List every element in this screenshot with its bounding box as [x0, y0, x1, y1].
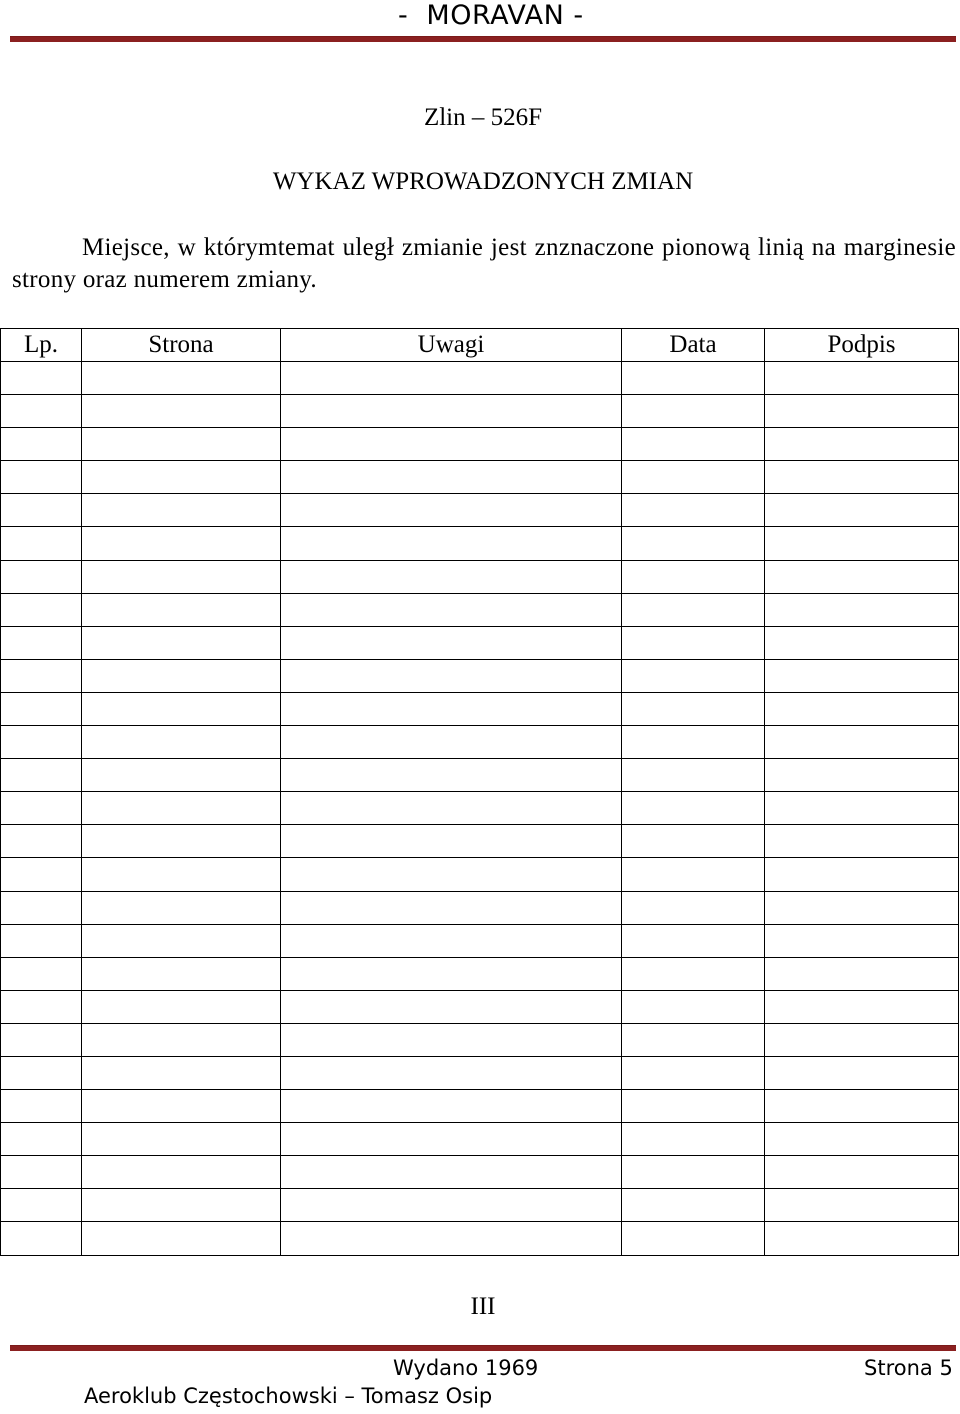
- table-cell: [82, 858, 281, 891]
- table-cell: [765, 461, 959, 494]
- table-cell: [765, 792, 959, 825]
- table-cell: [1, 593, 82, 626]
- table-cell: [765, 726, 959, 759]
- table-cell: [1, 792, 82, 825]
- table-cell: [281, 1023, 622, 1056]
- table-cell: [622, 1090, 765, 1123]
- table-cell: [82, 1023, 281, 1056]
- table-cell: [1, 726, 82, 759]
- footer-issued: Wydano 1969: [393, 1356, 539, 1380]
- table-cell: [765, 1156, 959, 1189]
- table-row: [1, 626, 959, 659]
- table-cell: [82, 362, 281, 395]
- table-cell: [622, 957, 765, 990]
- table-row: [1, 1090, 959, 1123]
- table-cell: [281, 626, 622, 659]
- table-row: [1, 692, 959, 725]
- table-cell: [82, 1156, 281, 1189]
- table-cell: [622, 560, 765, 593]
- header-rule: [10, 36, 956, 42]
- table-cell: [765, 759, 959, 792]
- table-cell: [1, 362, 82, 395]
- table-cell: [281, 395, 622, 428]
- table-cell: [765, 428, 959, 461]
- column-header-podpis: Podpis: [765, 329, 959, 362]
- table-body: [1, 362, 959, 1256]
- table-cell: [1, 659, 82, 692]
- table-cell: [281, 428, 622, 461]
- table-cell: [82, 527, 281, 560]
- table-cell: [1, 395, 82, 428]
- table-cell: [82, 593, 281, 626]
- table-cell: [281, 792, 622, 825]
- table-cell: [281, 858, 622, 891]
- table-cell: [281, 957, 622, 990]
- table-cell: [622, 990, 765, 1023]
- table-cell: [281, 825, 622, 858]
- table-cell: [765, 560, 959, 593]
- table-cell: [1, 825, 82, 858]
- table-cell: [82, 1222, 281, 1255]
- aircraft-title: Zlin – 526F: [423, 104, 543, 131]
- table-cell: [281, 891, 622, 924]
- table-cell: [1, 990, 82, 1023]
- table-cell: [82, 494, 281, 527]
- table-cell: [82, 1123, 281, 1156]
- table-cell: [765, 494, 959, 527]
- table-cell: [622, 792, 765, 825]
- table-cell: [82, 395, 281, 428]
- header-title: - MORAVAN -: [398, 0, 584, 31]
- table-row: [1, 1189, 959, 1222]
- table-header-row: [1, 329, 959, 362]
- table-row: [1, 924, 959, 957]
- table-row: [1, 759, 959, 792]
- table-cell: [765, 395, 959, 428]
- table-row: [1, 1156, 959, 1189]
- table-cell: [1, 1056, 82, 1089]
- description-paragraph: Miejsce, w którymtemat uległ zmianie jest znznaczone pionową linią na marginesie strony oraz numerem zmiany.: [12, 234, 956, 293]
- table-cell: [1, 924, 82, 957]
- table-cell: [622, 395, 765, 428]
- table-cell: [765, 527, 959, 560]
- table-cell: [765, 957, 959, 990]
- table-row: [1, 1123, 959, 1156]
- table-cell: [281, 1189, 622, 1222]
- table-cell: [622, 659, 765, 692]
- table-cell: [622, 858, 765, 891]
- table-cell: [622, 1023, 765, 1056]
- table-cell: [281, 990, 622, 1023]
- table-cell: [1, 494, 82, 527]
- table-cell: [281, 692, 622, 725]
- table-row: [1, 792, 959, 825]
- table-cell: [622, 1222, 765, 1255]
- table-cell: [622, 593, 765, 626]
- footer-author: Aeroklub Częstochowski – Tomasz Osip: [84, 1384, 493, 1408]
- table-cell: [1, 858, 82, 891]
- table-cell: [82, 692, 281, 725]
- table-cell: [82, 759, 281, 792]
- table-cell: [622, 1189, 765, 1222]
- table-row: [1, 990, 959, 1023]
- table-cell: [281, 1056, 622, 1089]
- table-row: [1, 428, 959, 461]
- table-row: [1, 461, 959, 494]
- table-cell: [1, 1023, 82, 1056]
- document-heading: WYKAZ WPROWADZONYCH ZMIAN: [272, 168, 694, 195]
- table-cell: [1, 1189, 82, 1222]
- table-cell: [281, 593, 622, 626]
- table-cell: [82, 726, 281, 759]
- table-cell: [622, 461, 765, 494]
- table-cell: [1, 626, 82, 659]
- table-cell: [765, 1123, 959, 1156]
- table-row: [1, 726, 959, 759]
- table-row: [1, 1056, 959, 1089]
- table-cell: [765, 825, 959, 858]
- table-cell: [82, 990, 281, 1023]
- table-cell: [281, 527, 622, 560]
- table-cell: [765, 1090, 959, 1123]
- table-cell: [281, 726, 622, 759]
- table-cell: [622, 626, 765, 659]
- table-cell: [281, 1123, 622, 1156]
- table-cell: [765, 626, 959, 659]
- table-cell: [622, 825, 765, 858]
- changes-table: [0, 328, 959, 1256]
- table-row: [1, 395, 959, 428]
- table-cell: [622, 1123, 765, 1156]
- table-cell: [765, 1056, 959, 1089]
- table-row: [1, 494, 959, 527]
- table-cell: [622, 1056, 765, 1089]
- table-cell: [622, 527, 765, 560]
- footer-page: Strona 5: [864, 1356, 953, 1380]
- table-cell: [622, 1156, 765, 1189]
- table-cell: [765, 891, 959, 924]
- column-header-lp: Lp.: [1, 329, 82, 362]
- table-cell: [765, 1189, 959, 1222]
- table-cell: [1, 428, 82, 461]
- table-row: [1, 858, 959, 891]
- table-row: [1, 659, 959, 692]
- table-cell: [622, 726, 765, 759]
- table-cell: [82, 626, 281, 659]
- table-cell: [281, 1222, 622, 1255]
- table-cell: [622, 891, 765, 924]
- table-cell: [1, 1123, 82, 1156]
- table-row: [1, 1023, 959, 1056]
- page-number-roman: III: [470, 1293, 496, 1320]
- table-row: [1, 527, 959, 560]
- table-cell: [82, 428, 281, 461]
- table-cell: [765, 924, 959, 957]
- table-cell: [82, 1056, 281, 1089]
- table-cell: [622, 692, 765, 725]
- table-cell: [82, 891, 281, 924]
- table-cell: [82, 560, 281, 593]
- table-row: [1, 560, 959, 593]
- table-cell: [281, 362, 622, 395]
- table-cell: [82, 461, 281, 494]
- table-cell: [82, 957, 281, 990]
- column-header-uwagi: Uwagi: [281, 329, 622, 362]
- table-cell: [622, 924, 765, 957]
- table-cell: [1, 957, 82, 990]
- table-row: [1, 957, 959, 990]
- table-cell: [1, 1222, 82, 1255]
- table-row: [1, 891, 959, 924]
- table-cell: [1, 527, 82, 560]
- table-cell: [281, 1090, 622, 1123]
- table-cell: [1, 1156, 82, 1189]
- table-cell: [765, 990, 959, 1023]
- table-cell: [281, 659, 622, 692]
- table-cell: [82, 659, 281, 692]
- table-cell: [1, 560, 82, 593]
- table-cell: [765, 1222, 959, 1255]
- table-cell: [765, 1023, 959, 1056]
- table-row: [1, 1222, 959, 1255]
- table-cell: [281, 494, 622, 527]
- table-cell: [281, 461, 622, 494]
- table-row: [1, 362, 959, 395]
- table-cell: [1, 692, 82, 725]
- table-cell: [622, 759, 765, 792]
- table-cell: [281, 759, 622, 792]
- table-cell: [82, 825, 281, 858]
- table-cell: [82, 1189, 281, 1222]
- table-cell: [1, 1090, 82, 1123]
- table-cell: [82, 924, 281, 957]
- table-cell: [622, 494, 765, 527]
- table-cell: [1, 759, 82, 792]
- table-cell: [281, 1156, 622, 1189]
- table-cell: [765, 692, 959, 725]
- column-header-strona: Strona: [82, 329, 281, 362]
- table-cell: [765, 858, 959, 891]
- table-cell: [1, 891, 82, 924]
- table-cell: [765, 593, 959, 626]
- table-row: [1, 825, 959, 858]
- table-cell: [1, 461, 82, 494]
- table-cell: [765, 362, 959, 395]
- table-cell: [765, 659, 959, 692]
- table-cell: [82, 1090, 281, 1123]
- table-cell: [622, 362, 765, 395]
- table-cell: [281, 924, 622, 957]
- footer-rule: [10, 1345, 956, 1351]
- table-cell: [281, 560, 622, 593]
- table-cell: [622, 428, 765, 461]
- table-row: [1, 593, 959, 626]
- column-header-data: Data: [622, 329, 765, 362]
- table-cell: [82, 792, 281, 825]
